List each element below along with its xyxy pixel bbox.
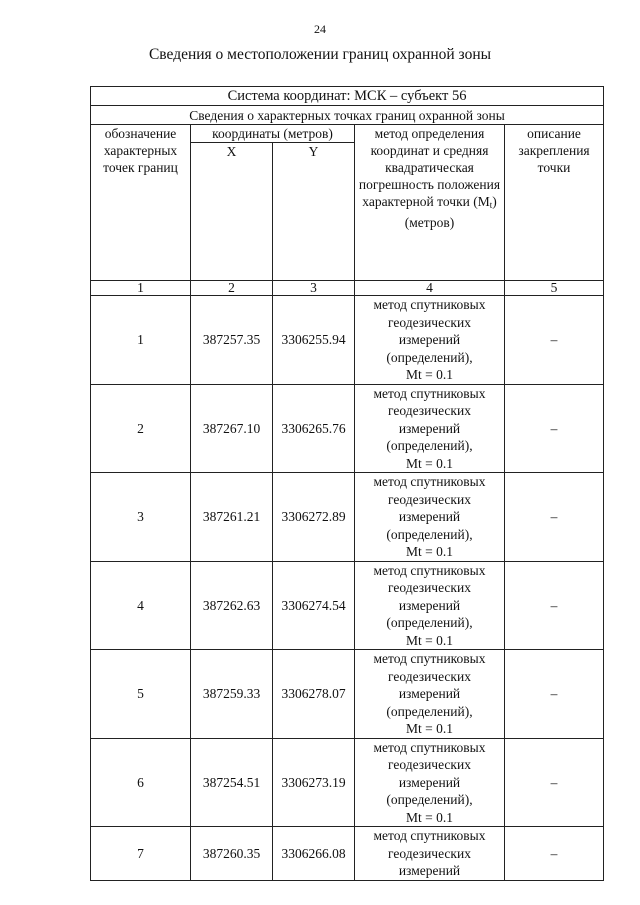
coordinate-system: Система координат: МСК – субъект 56 [91, 87, 604, 106]
coordinate-y: 3306272.89 [273, 473, 355, 562]
method-line: (определений), [386, 438, 473, 453]
method-line: измерений [398, 686, 461, 701]
header-y: Y [273, 143, 355, 281]
coordinate-x: 387259.33 [191, 650, 273, 739]
method-line: метод спутниковых [373, 297, 486, 312]
method-cell [355, 473, 505, 562]
method-cell [355, 827, 505, 881]
point-number: 3 [91, 473, 191, 562]
document-title: Сведения о местоположении границ охранной зоны [148, 46, 492, 63]
method-line: геодезических [388, 403, 471, 418]
method-line: геодезических [388, 580, 471, 595]
table-row [91, 738, 604, 827]
header-method-subscript: t [489, 200, 493, 210]
table-subtitle: Сведения о характерных точках границ охранной зоны [91, 106, 604, 125]
fixing-description: – [505, 384, 604, 473]
method-line: Mt = 0.1 [406, 367, 453, 382]
table-row [91, 384, 604, 473]
header-coordinates: координаты (метров) [191, 125, 355, 143]
header-method-text: метод определения координат и средняя квадратическая погрешность положения характерной точки (M [358, 126, 501, 209]
method-line: метод спутниковых [373, 739, 486, 755]
coordinate-y: 3306274.54 [273, 561, 355, 650]
table-row [91, 473, 604, 562]
method-line: метод спутниковых [373, 828, 486, 843]
coordinate-y: 3306265.76 [273, 384, 355, 473]
method-line: метод спутниковых [373, 651, 486, 666]
coordinate-y: 3306278.07 [273, 650, 355, 739]
method-line: Mt = 0.1 [406, 632, 453, 648]
method-cell [355, 384, 505, 473]
method-line: (определений), [386, 526, 473, 542]
fixing-description: – [505, 650, 604, 739]
point-number: 2 [91, 384, 191, 473]
table-row [91, 561, 604, 650]
method-cell [355, 738, 505, 827]
method-line: (определений), [386, 792, 473, 807]
method-line: геодезических [388, 314, 471, 330]
coordinate-x: 387254.51 [191, 738, 273, 827]
coordinate-x: 387262.63 [191, 561, 273, 650]
coordinate-y: 3306255.94 [273, 296, 355, 385]
method-line: геодезических [388, 845, 471, 861]
method-line: метод спутниковых [373, 474, 486, 489]
fixing-description: – [505, 827, 604, 881]
point-number: 4 [91, 561, 191, 650]
method-cell [355, 650, 505, 739]
table-row [91, 296, 604, 385]
method-line: метод спутниковых [373, 385, 486, 401]
method-line: измерений [398, 509, 461, 524]
method-line: Mt = 0.1 [406, 455, 453, 471]
column-number: 2 [191, 281, 273, 296]
point-number: 7 [91, 827, 191, 881]
method-line: геодезических [388, 491, 471, 507]
table-row [91, 827, 604, 881]
method-line: Mt = 0.1 [406, 721, 453, 736]
method-line: Mt = 0.1 [406, 544, 453, 559]
fixing-description: – [505, 738, 604, 827]
method-line: геодезических [388, 757, 471, 772]
coordinate-x: 387267.10 [191, 384, 273, 473]
column-number: 3 [273, 281, 355, 296]
method-line: измерений [398, 420, 461, 436]
column-number: 5 [505, 281, 604, 296]
method-line: измерений [398, 863, 461, 878]
method-line: измерений [398, 774, 461, 790]
method-line: измерений [398, 597, 461, 613]
column-number: 4 [355, 281, 505, 296]
page-number: 24 [314, 22, 326, 36]
method-line: измерений [398, 332, 461, 347]
method-line: (определений), [386, 349, 473, 365]
method-cell [355, 296, 505, 385]
method-cell [355, 561, 505, 650]
fixing-description: – [505, 561, 604, 650]
header-method [355, 125, 505, 281]
column-number: 1 [91, 281, 191, 296]
coordinate-y: 3306266.08 [273, 827, 355, 881]
point-number: 6 [91, 738, 191, 827]
header-x: X [191, 143, 273, 281]
fixing-description: – [505, 473, 604, 562]
method-line: метод спутниковых [373, 562, 486, 578]
coordinate-y: 3306273.19 [273, 738, 355, 827]
header-point-designation: обозначение характерных точек границ [91, 125, 191, 281]
fixing-description: – [505, 296, 604, 385]
method-line: (определений), [386, 615, 473, 630]
header-description: описание закрепления точки [505, 125, 604, 281]
coordinate-x: 387257.35 [191, 296, 273, 385]
header-method-unit: ) (метров) [404, 194, 497, 230]
point-number: 5 [91, 650, 191, 739]
coordinate-x: 387260.35 [191, 827, 273, 881]
method-line: геодезических [388, 668, 471, 684]
coordinate-x: 387261.21 [191, 473, 273, 562]
method-line: (определений), [386, 703, 473, 719]
boundary-points-table [90, 86, 604, 881]
method-line: Mt = 0.1 [406, 809, 453, 825]
table-row [91, 650, 604, 739]
point-number: 1 [91, 296, 191, 385]
